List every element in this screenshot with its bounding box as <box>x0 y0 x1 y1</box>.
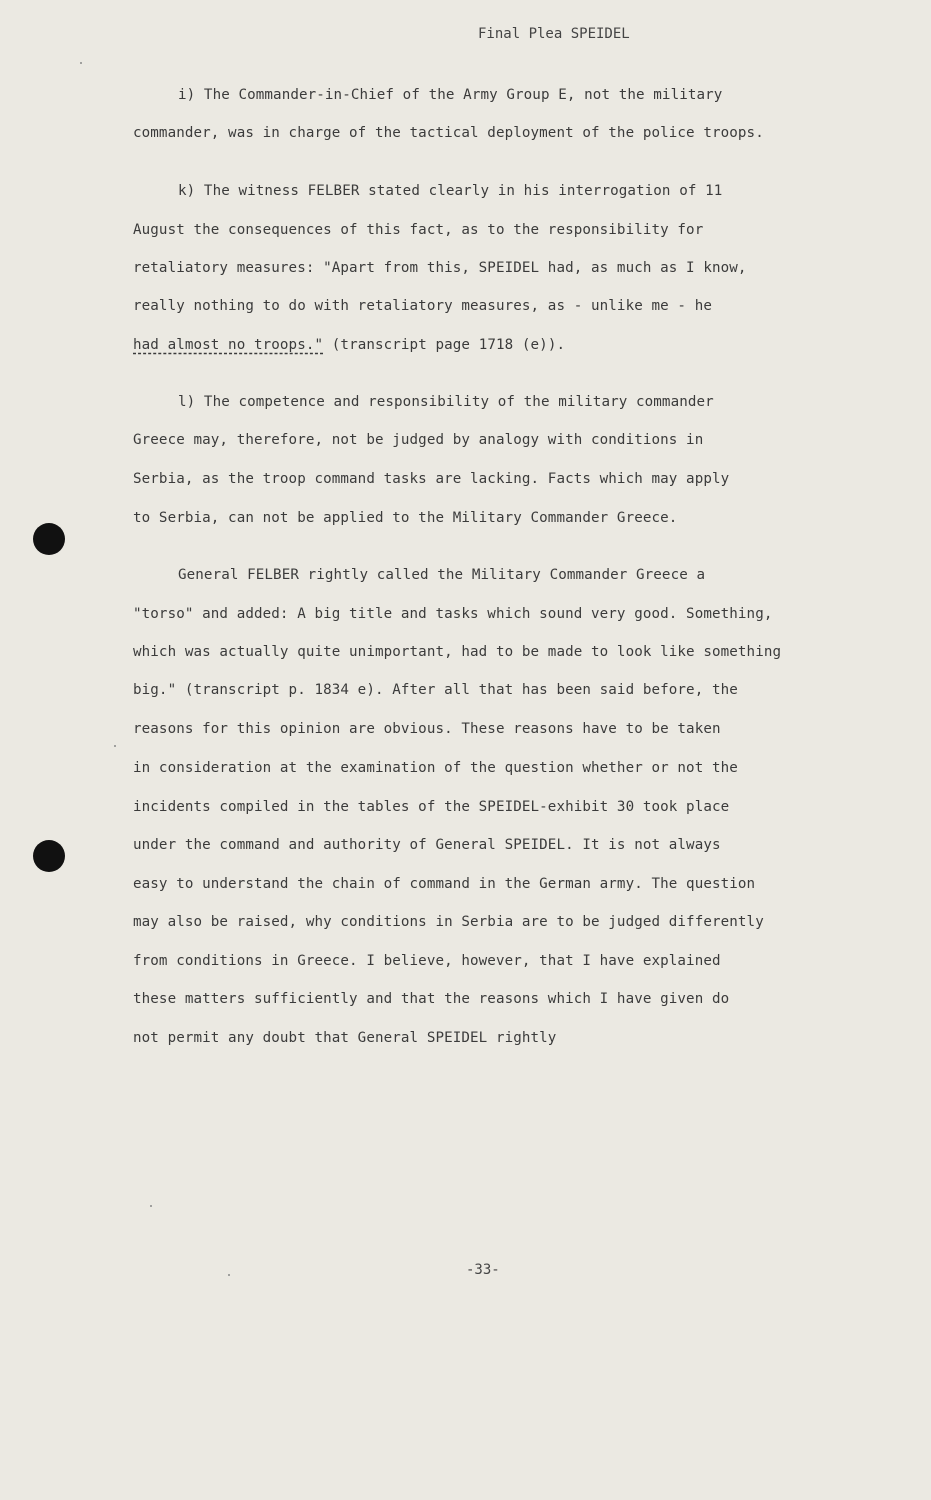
paragraph-general-line-9: easy to understand the chain of command in the German army. The question <box>133 876 756 892</box>
paragraph-k-line-2: August the consequences of this fact, as to the responsibility for <box>133 222 704 238</box>
paragraph-l-line-2: Greece may, therefore, not be judged by analogy with conditions in <box>133 432 704 448</box>
page-number: -33- <box>466 1262 500 1278</box>
paragraph-k-line-3: retaliatory measures: "Apart from this, SPEIDEL had, as much as I know, <box>133 260 747 276</box>
punch-hole-top <box>33 523 65 555</box>
paragraph-i-line-1: i) The Commander-in-Chief of the Army Group E, not the military <box>178 87 723 103</box>
paragraph-l-line-3: Serbia, as the troop command tasks are lacking. Facts which may apply <box>133 471 730 487</box>
paragraph-general-line-3: which was actually quite unimportant, had to be made to look like something <box>133 644 782 660</box>
paragraph-general-line-13: not permit any doubt that General SPEIDEL rightly <box>133 1030 557 1046</box>
paragraph-l-line-1: l) The competence and responsibility of the military commander <box>178 394 714 410</box>
paragraph-k-line-1: k) The witness FELBER stated clearly in his interrogation of 11 <box>178 183 723 199</box>
paragraph-k-line-5 <box>133 336 565 354</box>
paragraph-general-line-1: General FELBER rightly called the Military Commander Greece a <box>178 567 706 583</box>
paragraph-general-line-12: these matters sufficiently and that the reasons which I have given do <box>133 991 730 1007</box>
paragraph-general-line-7: incidents compiled in the tables of the SPEIDEL-exhibit 30 took place <box>133 799 730 815</box>
paper-speck <box>114 745 116 747</box>
paragraph-general-line-6: in consideration at the examination of the question whether or not the <box>133 760 738 776</box>
paragraph-general-line-4: big." (transcript p. 1834 e). After all that has been said before, the <box>133 682 738 698</box>
paragraph-general-line-8: under the command and authority of General SPEIDEL. It is not always <box>133 837 721 853</box>
paragraph-k-line-4: really nothing to do with retaliatory measures, as - unlike me - he <box>133 298 712 314</box>
paragraph-general-line-5: reasons for this opinion are obvious. These reasons have to be taken <box>133 721 721 737</box>
underlined-quote: had almost no troops." <box>133 337 324 353</box>
paper-speck <box>150 1205 152 1207</box>
paragraph-general-line-2: "torso" and added: A big title and tasks which sound very good. Something, <box>133 606 773 622</box>
punch-hole-bottom <box>33 840 65 872</box>
transcript-reference: (transcript page 1718 (e)). <box>331 337 566 353</box>
paragraph-general-line-11: from conditions in Greece. I believe, however, that I have explained <box>133 953 721 969</box>
paragraph-i-line-2: commander, was in charge of the tactical deployment of the police troops. <box>133 125 764 141</box>
paper-speck <box>80 62 82 64</box>
paper-speck <box>228 1274 230 1276</box>
paragraph-l-line-4: to Serbia, can not be applied to the Military Commander Greece. <box>133 510 678 526</box>
paragraph-general-line-10: may also be raised, why conditions in Serbia are to be judged differently <box>133 914 764 930</box>
page-header: Final Plea SPEIDEL <box>478 26 630 42</box>
